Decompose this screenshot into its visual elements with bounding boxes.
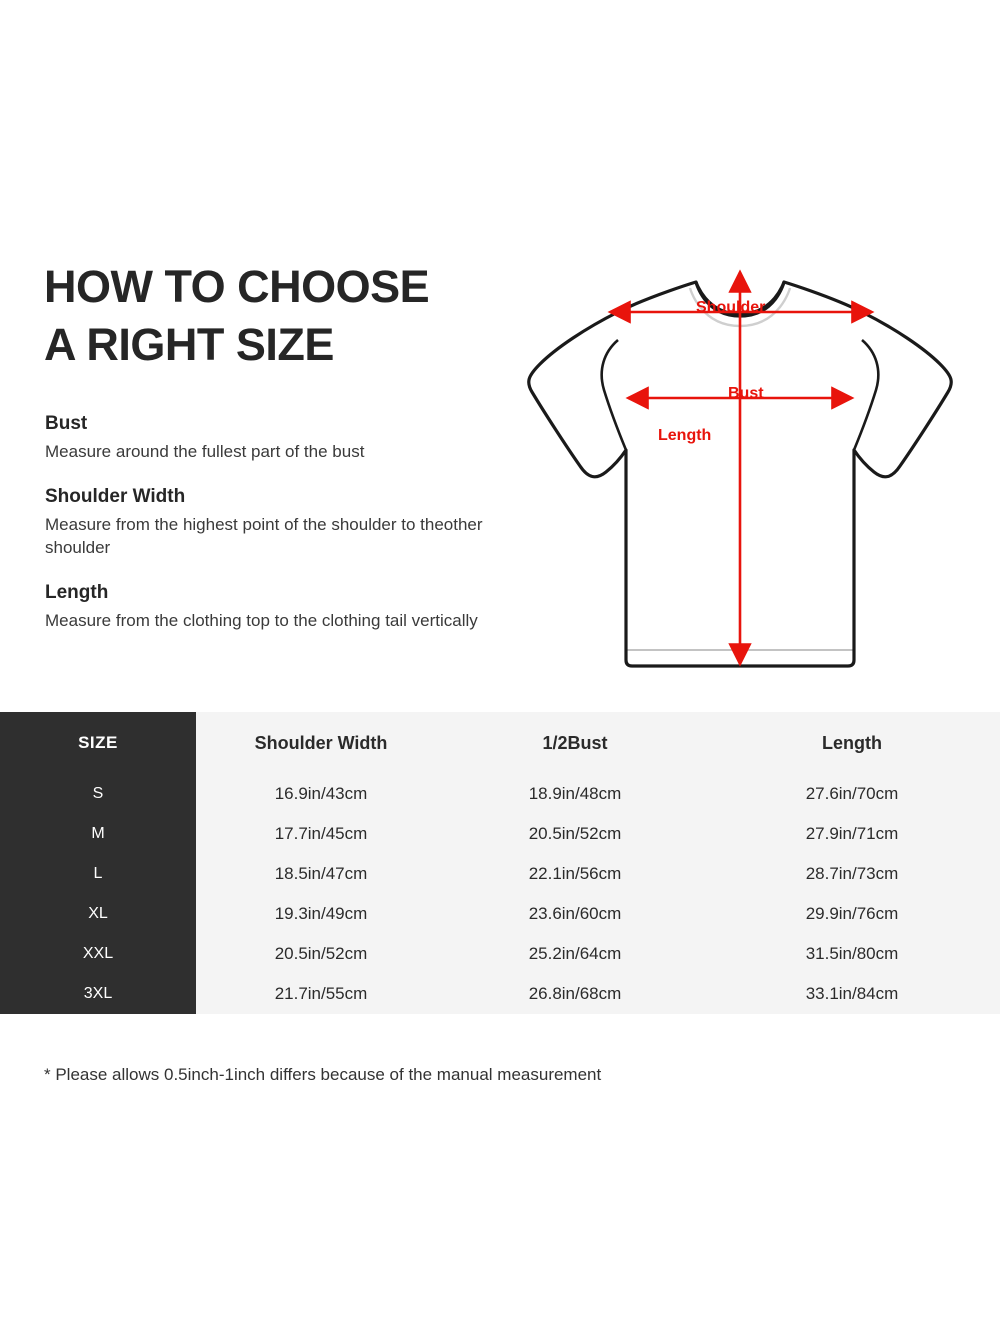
table-row: [0, 894, 1000, 934]
cell-length: 29.9in/76cm: [704, 894, 1000, 934]
footnote: * Please allows 0.5inch-1inch differs because of the manual measurement: [44, 1065, 602, 1084]
page-title: [44, 258, 514, 373]
cell-shoulder-width: 16.9in/43cm: [196, 774, 446, 814]
cell-half-bust: 25.2in/64cm: [446, 934, 704, 974]
cell-half-bust: 18.9in/48cm: [446, 774, 704, 814]
measurement-definitions: [45, 413, 525, 655]
definition-term-shoulder: Shoulder Width: [45, 485, 186, 507]
table-row: [0, 934, 1000, 974]
table-row: [0, 854, 1000, 894]
cell-shoulder-width: 18.5in/47cm: [196, 854, 446, 894]
cell-length: 27.9in/71cm: [704, 814, 1000, 854]
cell-half-bust: 22.1in/56cm: [446, 854, 704, 894]
page-title-line-1: HOW TO CHOOSE: [44, 261, 430, 312]
column-header-shoulder-width: Shoulder Width: [196, 712, 446, 774]
cell-size: 3XL: [0, 974, 196, 1014]
column-header-half-bust: 1/2Bust: [446, 712, 704, 774]
page-title-line-2: A RIGHT SIZE: [44, 318, 334, 370]
table-header-row: [0, 712, 1000, 774]
cell-shoulder-width: 20.5in/52cm: [196, 934, 446, 974]
column-header-size: SIZE: [0, 712, 196, 774]
cell-length: 28.7in/73cm: [704, 854, 1000, 894]
cell-size: S: [0, 774, 196, 814]
cell-half-bust: 23.6in/60cm: [446, 894, 704, 934]
cell-half-bust: 20.5in/52cm: [446, 814, 704, 854]
cell-length: 33.1in/84cm: [704, 974, 1000, 1014]
label-shoulder: Shoulder: [696, 299, 766, 316]
cell-shoulder-width: 21.7in/55cm: [196, 974, 446, 1014]
size-table: [0, 712, 1000, 1014]
table-row: [0, 974, 1000, 1014]
cell-half-bust: 26.8in/68cm: [446, 974, 704, 1014]
cell-length: 27.6in/70cm: [704, 774, 1000, 814]
definition-term-bust: Bust: [45, 413, 88, 434]
cell-length: 31.5in/80cm: [704, 934, 1000, 974]
table-row: [0, 814, 1000, 854]
definition-desc-bust: Measure around the fullest part of the bust: [45, 442, 365, 461]
table-row: [0, 774, 1000, 814]
tshirt-diagram: [500, 240, 980, 690]
definition-term-length: Length: [45, 581, 109, 603]
cell-size: L: [0, 854, 196, 894]
definition-desc-shoulder: Measure from the highest point of the shoulder to theother shoulder: [45, 514, 483, 557]
label-length: Length: [658, 427, 712, 444]
definition-desc-length: Measure from the clothing top to the clothing tail vertically: [45, 610, 478, 630]
column-header-length: Length: [704, 712, 1000, 774]
cell-shoulder-width: 17.7in/45cm: [196, 814, 446, 854]
label-bust: Bust: [728, 385, 764, 402]
cell-size: XL: [0, 894, 196, 934]
cell-shoulder-width: 19.3in/49cm: [196, 894, 446, 934]
size-table-grid: [0, 712, 1000, 1014]
cell-size: XXL: [0, 934, 196, 974]
cell-size: M: [0, 814, 196, 854]
